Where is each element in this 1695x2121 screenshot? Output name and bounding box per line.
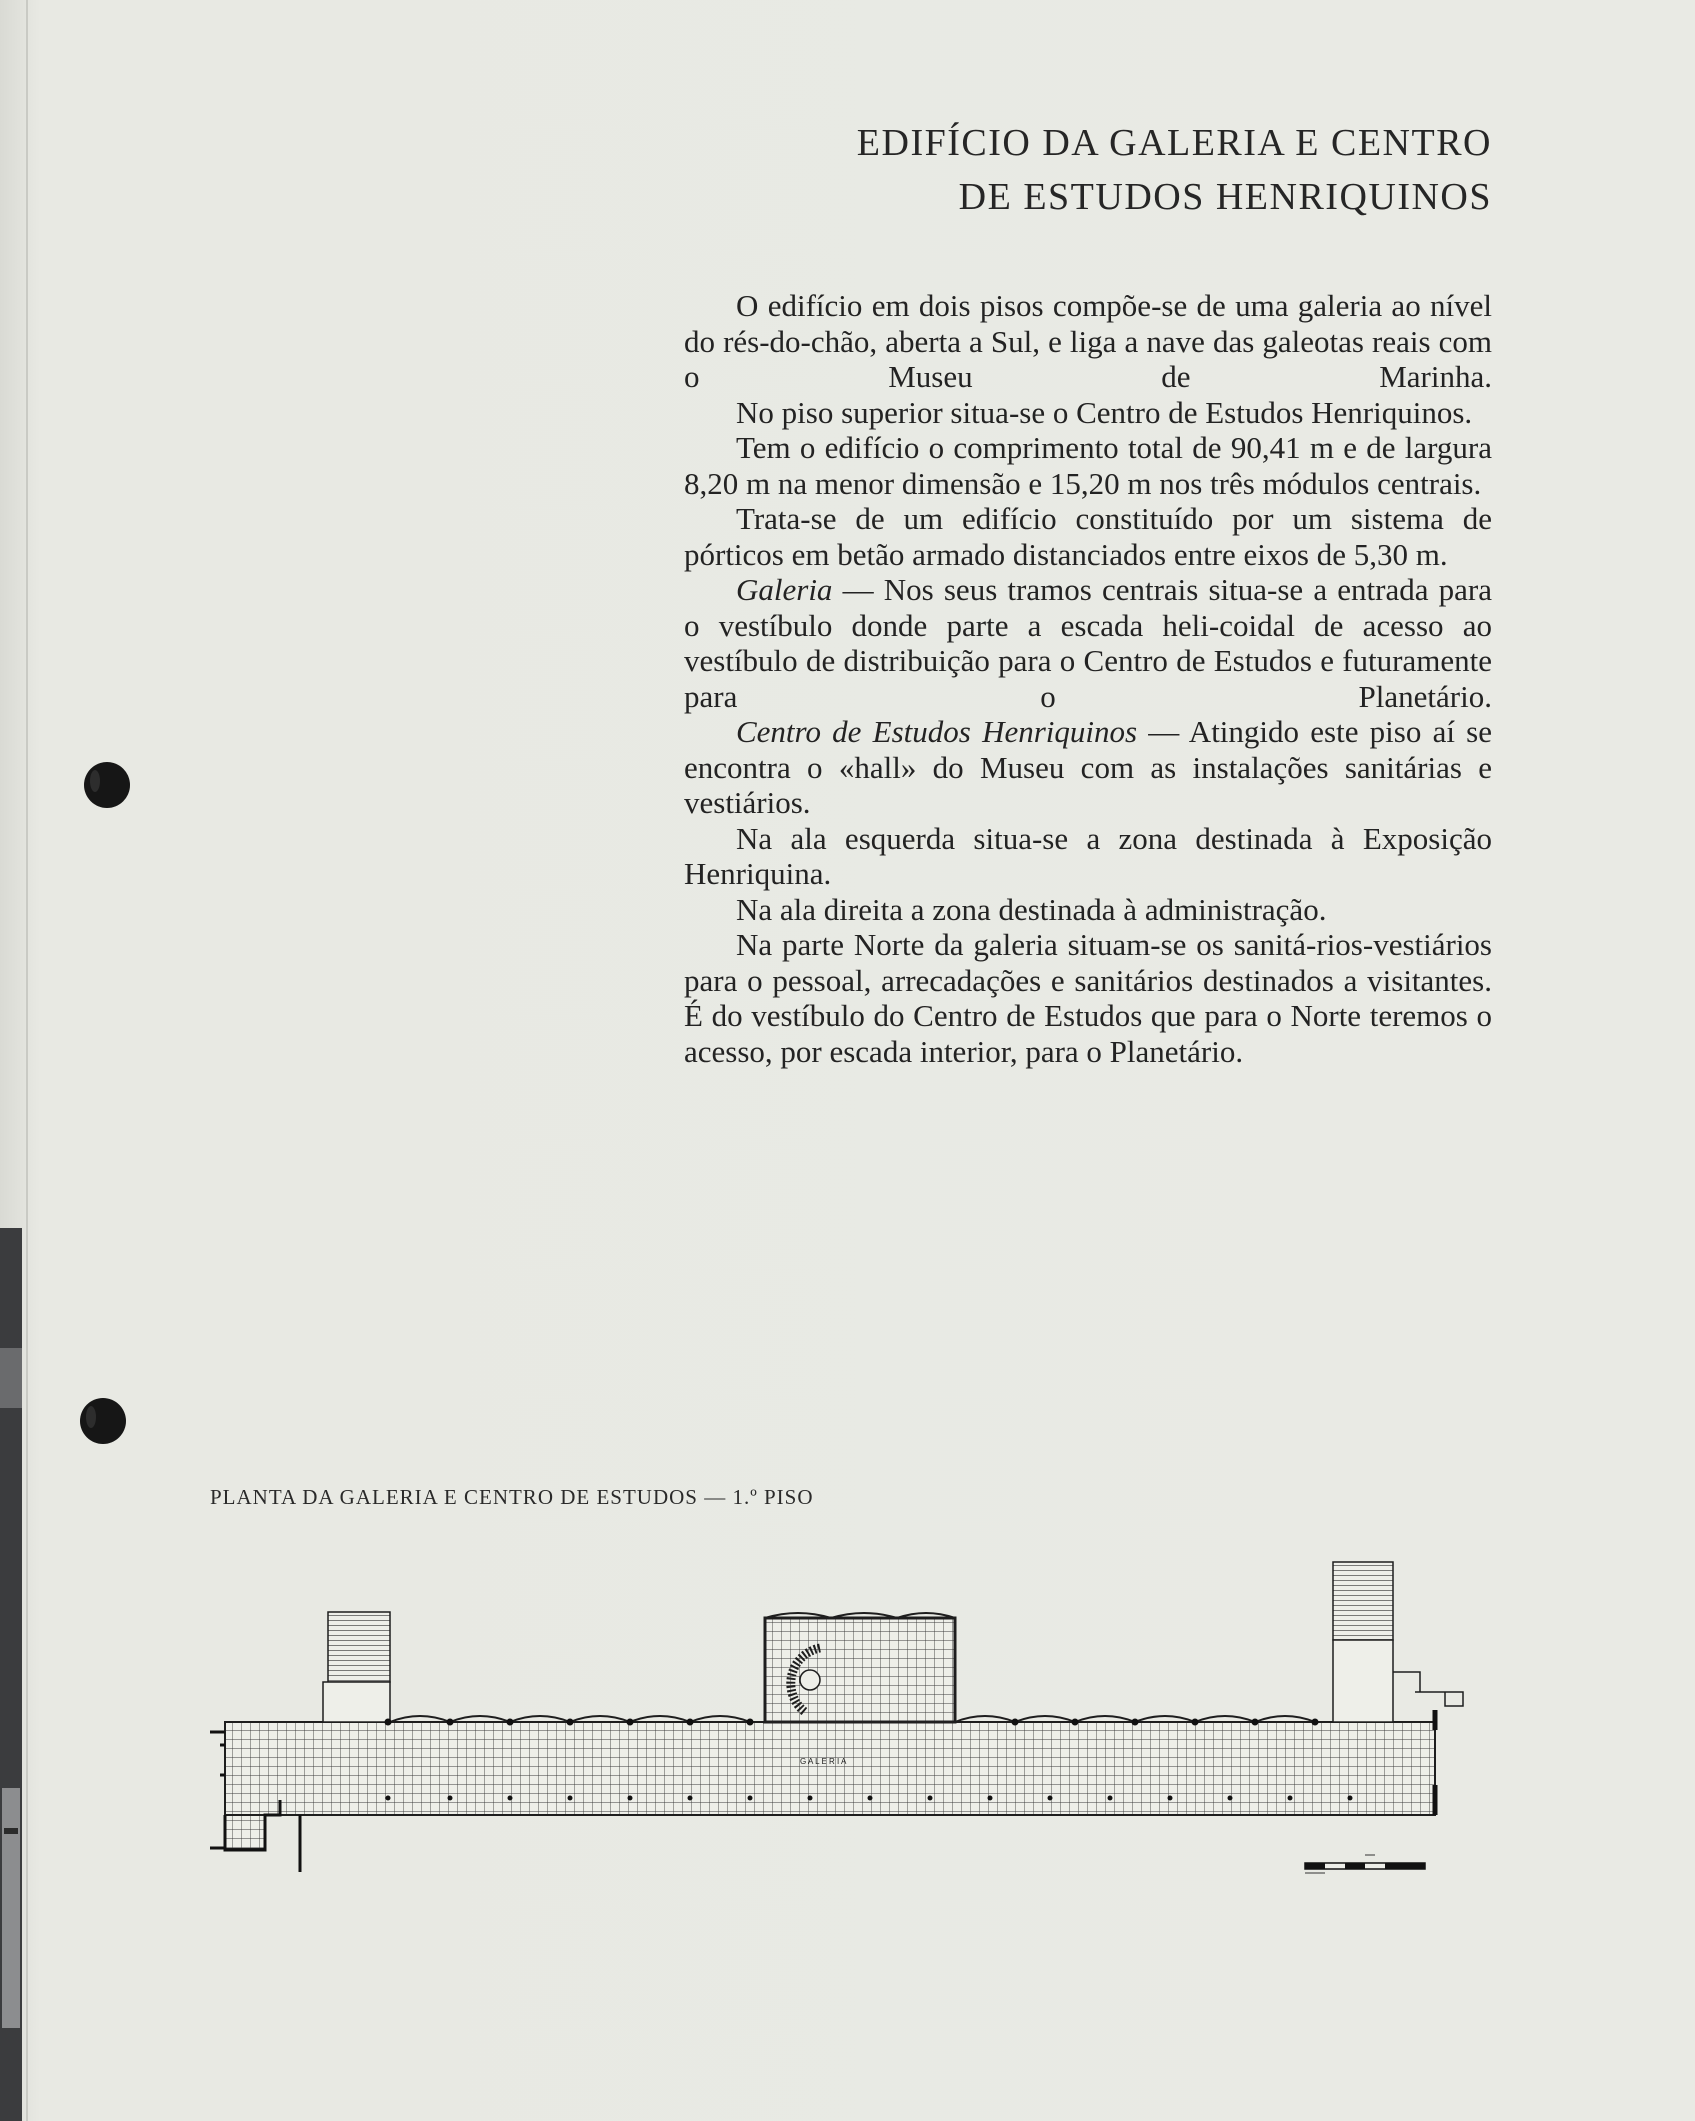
galeria-grid bbox=[225, 1722, 1435, 1815]
adjacent-photo-fragment bbox=[2, 1788, 20, 2028]
central-block-grid bbox=[765, 1618, 955, 1722]
paragraph bbox=[684, 714, 1492, 821]
paragraph-text: — Nos seus tramos centrais situa-se a entrada para o vestíbulo donde parte a escada heli-coidal de acesso ao vestíbulo de distribuição para o Centro de Estudos e futuramente para o Planetário. bbox=[684, 572, 1492, 714]
paragraph: Tem o edifício o comprimento total de 90,41 m e de largura 8,20 m na menor dimensão e 15,20 m nos três módulos centrais. bbox=[684, 430, 1492, 501]
paragraph: Trata-se de um edifício constituído por um sistema de pórticos em betão armado distanciados entre eixos de 5,30 m. bbox=[684, 501, 1492, 572]
paragraph: No piso superior situa-se o Centro de Estudos Henriquinos. bbox=[736, 394, 1473, 430]
adjacent-photo-fragment bbox=[0, 1348, 22, 1408]
left-stair-tower bbox=[328, 1612, 390, 1682]
left-wing-grid bbox=[225, 1815, 265, 1849]
page-title-line-2: DE ESTUDOS HENRIQUINOS bbox=[958, 176, 1492, 218]
paragraph: O edifício em dois pisos compõe-se de uma galeria ao nível do rés-do-chão, aberta a Sul, e liga a nave das galeotas reais com o Museu de Marinha. bbox=[684, 288, 1492, 394]
binder-hole bbox=[84, 762, 130, 808]
floor-plan-drawing bbox=[205, 1550, 1485, 1890]
figure-caption: PLANTA DA GALERIA E CENTRO DE ESTUDOS — 1.º PISO bbox=[210, 1485, 814, 1509]
adjacent-photo-fragment bbox=[4, 1828, 18, 1834]
adjacent-page-edge bbox=[0, 1228, 22, 2121]
right-stair-tower bbox=[1333, 1562, 1393, 1640]
paragraph: Na parte Norte da galeria situam-se os sanitá-rios-vestiários para o pessoal, arrecadações e sanitários destinados a visitantes. É do vestíbulo do Centro de Estudos que para o Norte teremos o acesso, por escada interior, para o Planetário. bbox=[684, 927, 1492, 1069]
page-title-line-1: EDIFÍCIO DA GALERIA E CENTRO bbox=[856, 122, 1492, 164]
section-lead: Centro de Estudos Henriquinos bbox=[736, 714, 1138, 749]
scale-bar bbox=[1305, 1855, 1425, 1873]
article-body bbox=[684, 288, 1492, 1069]
paragraph: Na ala direita a zona destinada à administração. bbox=[736, 891, 1327, 927]
paragraph bbox=[684, 572, 1492, 714]
section-lead: Galeria bbox=[736, 572, 833, 607]
paragraph: Na ala esquerda situa-se a zona destinada à Exposição Henriquina. bbox=[684, 820, 1492, 891]
binder-hole bbox=[80, 1398, 126, 1444]
plan-label: G A L E R I A bbox=[800, 1757, 847, 1766]
paragraph-text: — Atingido este piso aí se encontra o «hall» do Museu com as instalações sanitárias e vestiários. bbox=[684, 714, 1492, 820]
binding-edge bbox=[26, 0, 28, 2121]
